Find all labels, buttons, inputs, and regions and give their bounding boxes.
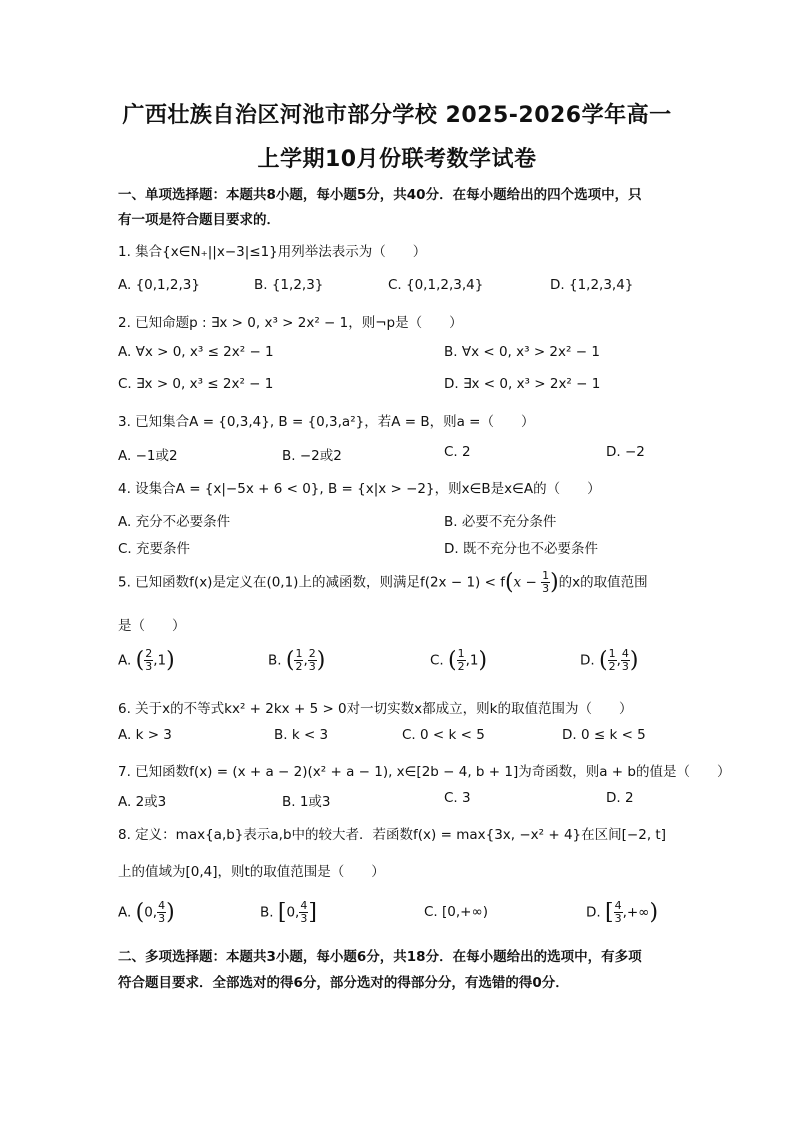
q2-option-a: A. ∀x > 0, x³ ≤ 2x² − 1: [118, 344, 274, 360]
q6-option-c: C. 0 < k < 5: [402, 727, 485, 743]
q3-option-a: A. −1或2: [118, 448, 178, 464]
q6-option-a: A. k > 3: [118, 727, 172, 743]
q1-option-c: C. {0,1,2,3,4}: [388, 277, 484, 293]
q5-stem-part-c: 是（ ）: [118, 618, 186, 634]
q1-option-a: A. {0,1,2,3}: [118, 277, 200, 293]
q5-fraction-one-third: $\frac{1}{3}$: [542, 569, 550, 595]
q7-option-c: C. 3: [444, 790, 471, 806]
q7-stem: 7. 已知函数f(x) = (x + a − 2)(x² + a − 1), x∈[2b − 4, b + 1]为奇函数，则a + b的值是（ ）: [118, 764, 731, 780]
section1-heading-line2: 有一项是符合题目要求的．: [118, 212, 280, 228]
q2-option-c: C. ∃x > 0, x³ ≤ 2x² − 1: [118, 376, 274, 392]
q4-option-b: B. 必要不充分条件: [444, 514, 557, 530]
q7-option-d: D. 2: [606, 790, 634, 806]
q3-option-d: D. −2: [606, 444, 645, 460]
q5-stem-part-b: 的x的取值范围: [558, 574, 648, 591]
q5-stem: 5. 已知函数f(x)是定义在(0,1)上的减函数，则满足f(2x − 1) < f(x − $\frac{1}{3}$ )的x的取值范围: [118, 569, 648, 595]
q4-option-a: A. 充分不必要条件: [118, 514, 231, 530]
q5-option-a: A. ( $\frac{2}{3}$ ,1): [118, 647, 175, 673]
section2-heading-line2: 符合题目要求．全部选对的得6分，部分选对的得部分分，有选错的得0分．: [118, 975, 569, 991]
q1-option-b: B. {1,2,3}: [254, 277, 324, 293]
q5-stem-part-a: 5. 已知函数f(x)是定义在(0,1)上的减函数，则满足f(2x − 1) < f: [118, 574, 505, 591]
q6-option-d: D. 0 ≤ k < 5: [562, 727, 646, 743]
q1-stem: 1. 集合{x∈N₊||x−3|≤1}用列举法表示为（ ）: [118, 244, 427, 260]
q5-option-b: B. ( $\frac{1}{2}$ , $\frac{2}{3}$ ): [268, 647, 326, 673]
exam-title-line1: 广西壮族自治区河池市部分学校 2025-2026学年高一: [122, 103, 672, 128]
q5-option-d: D. ( $\frac{1}{2}$ , $\frac{4}{3}$ ): [580, 647, 639, 673]
q4-option-c: C. 充要条件: [118, 541, 191, 557]
q8-option-d: D. [ $\frac{4}{3}$ ,+∞): [586, 899, 659, 925]
q7-option-a: A. 2或3: [118, 794, 167, 810]
q3-option-b: B. −2或2: [282, 448, 342, 464]
q6-stem: 6. 关于x的不等式kx² + 2kx + 5 > 0对一切实数x都成立，则k的取值范围为（ ）: [118, 701, 633, 717]
q8-stem-line2: 上的值域为[0,4]，则t的取值范围是（ ）: [118, 864, 385, 880]
q8-stem-line1: 8. 定义：max{a,b}表示a,b中的较大者．若函数f(x) = max{3x, −x² + 4}在区间[−2, t]: [118, 827, 666, 843]
exam-title-line2: 上学期10月份联考数学试卷: [257, 147, 537, 172]
q7-option-b: B. 1或3: [282, 794, 331, 810]
q2-option-d: D. ∃x < 0, x³ > 2x² − 1: [444, 376, 601, 392]
q6-option-b: B. k < 3: [274, 727, 329, 743]
section2-heading-line1: 二、多项选择题：本题共3小题，每小题6分，共18分．在每小题给出的选项中，有多项: [118, 949, 642, 965]
q4-stem: 4. 设集合A = {x|−5x + 6 < 0}, B = {x|x > −2}，则x∈B是x∈A的（ ）: [118, 481, 601, 497]
q3-option-c: C. 2: [444, 444, 471, 460]
q2-stem: 2. 已知命题p : ∃x > 0, x³ > 2x² − 1，则¬p是（ ）: [118, 315, 463, 331]
q5-option-c: C. ( $\frac{1}{2}$ ,1): [430, 647, 488, 673]
q8-option-c: C. [0,+∞): [424, 904, 488, 920]
section1-heading-line1: 一、单项选择题：本题共8小题，每小题5分，共40分．在每小题给出的四个选项中，只: [118, 187, 642, 203]
q1-option-d: D. {1,2,3,4}: [550, 277, 634, 293]
q4-option-d: D. 既不充分也不必要条件: [444, 541, 598, 557]
q2-option-b: B. ∀x < 0, x³ > 2x² − 1: [444, 344, 600, 360]
q3-stem: 3. 已知集合A = {0,3,4}, B = {0,3,a²}，若A = B，则a =（ ）: [118, 414, 535, 430]
q8-option-a: A. (0, $\frac{4}{3}$ ): [118, 899, 175, 925]
q8-option-b: B. [0, $\frac{4}{3}$ ]: [260, 899, 317, 925]
